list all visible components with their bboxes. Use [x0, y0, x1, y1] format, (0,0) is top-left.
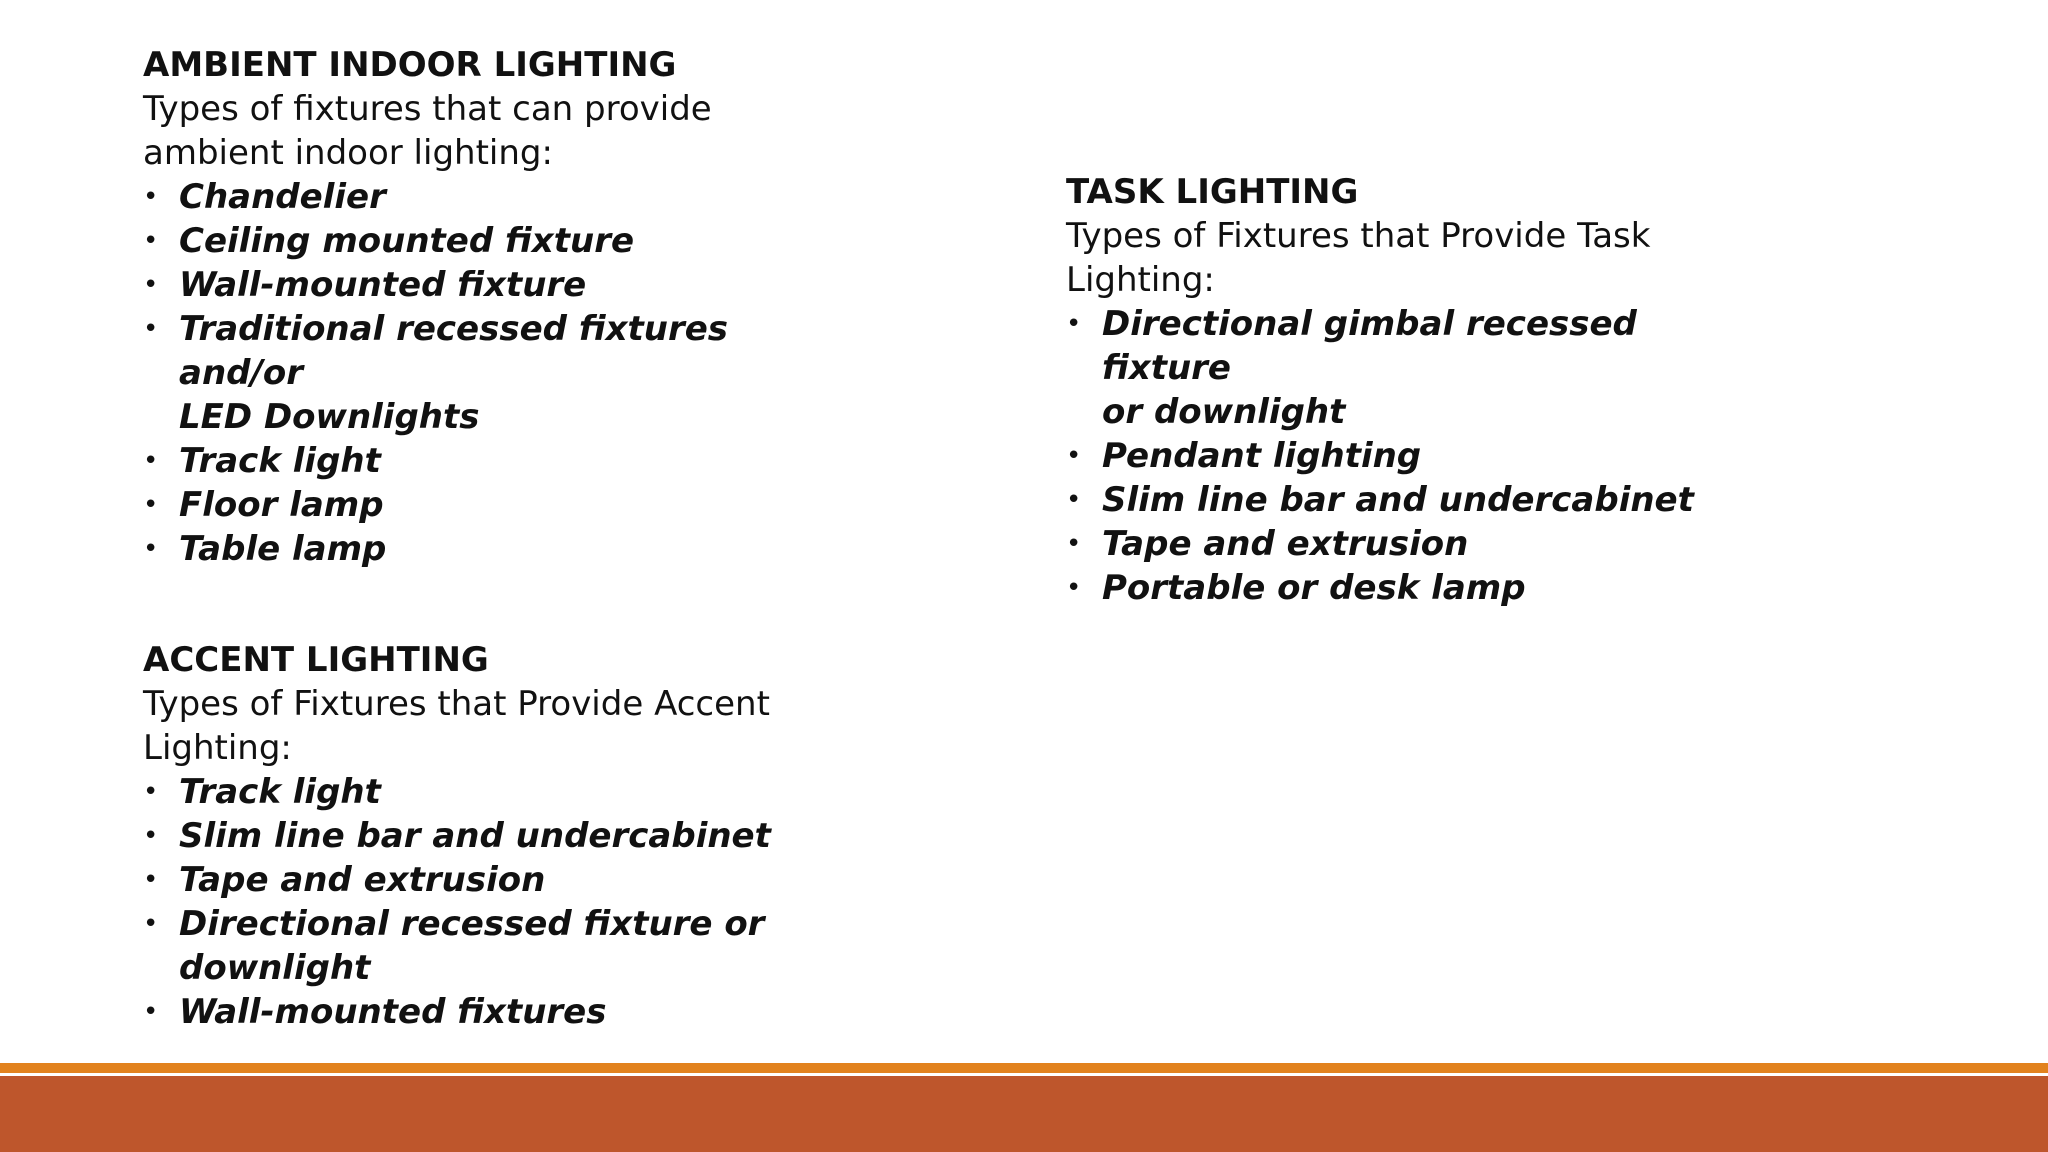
- bullet-icon: •: [143, 997, 159, 1027]
- list-item-label: Wall-mounted fixtures: [179, 992, 607, 1032]
- list-item-label: Slim line bar and undercabinet: [1102, 480, 1694, 520]
- ambient-lighting-section: [143, 43, 863, 571]
- accent-fixture-list: [143, 770, 863, 1034]
- task-lighting-section: [1066, 170, 1766, 610]
- bullet-icon: •: [1066, 441, 1082, 471]
- ambient-fixture-list: [143, 175, 863, 571]
- list-item: [143, 527, 863, 571]
- task-heading: TASK LIGHTING: [1066, 172, 1359, 212]
- list-item-label: Tape and extrusion: [179, 860, 546, 900]
- list-item-continuation: LED Downlights: [179, 397, 480, 437]
- bullet-icon: •: [143, 777, 159, 807]
- list-item: [143, 990, 863, 1034]
- list-item-label: Portable or desk lamp: [1102, 568, 1526, 608]
- bullet-icon: •: [1066, 309, 1082, 339]
- list-item: [143, 439, 863, 483]
- list-item: [143, 858, 863, 902]
- list-item-continuation: downlight: [179, 948, 371, 988]
- ambient-heading: AMBIENT INDOOR LIGHTING: [143, 45, 677, 85]
- bullet-icon: •: [143, 490, 159, 520]
- bullet-icon: •: [143, 821, 159, 851]
- list-item-label: Wall-mounted fixture: [179, 265, 587, 305]
- accent-lighting-section: [143, 638, 863, 1034]
- list-item-label: Pendant lighting: [1102, 436, 1422, 476]
- bullet-icon: •: [143, 314, 159, 344]
- list-item-label: Track light: [179, 772, 381, 812]
- list-item-label: Track light: [179, 441, 381, 481]
- list-item-label: Traditional recessed fixtures and/or: [179, 309, 729, 393]
- accent-heading: ACCENT LIGHTING: [143, 640, 489, 680]
- task-intro-line-2: Lighting:: [1066, 260, 1215, 300]
- list-item: [1066, 478, 1766, 522]
- list-item: [143, 219, 863, 263]
- list-item: [143, 770, 863, 814]
- list-item-continuation: or downlight: [1102, 392, 1346, 432]
- accent-intro-line-2: Lighting:: [143, 728, 292, 768]
- bullet-icon: •: [143, 534, 159, 564]
- list-item: [1066, 522, 1766, 566]
- list-item: [1066, 434, 1766, 478]
- list-item-label: Directional gimbal recessed fixture: [1102, 304, 1637, 388]
- list-item: [143, 307, 863, 439]
- list-item: [1066, 302, 1766, 434]
- list-item: [143, 814, 863, 858]
- list-item: [143, 263, 863, 307]
- bullet-icon: •: [143, 909, 159, 939]
- list-item-label: Floor lamp: [179, 485, 384, 525]
- footer-bar: [0, 1076, 2048, 1152]
- list-item-label: Tape and extrusion: [1102, 524, 1469, 564]
- bullet-icon: •: [1066, 529, 1082, 559]
- bullet-icon: •: [143, 865, 159, 895]
- task-intro-line-1: Types of Fixtures that Provide Task: [1066, 216, 1651, 256]
- bullet-icon: •: [1066, 573, 1082, 603]
- list-item-label: Table lamp: [179, 529, 387, 569]
- list-item: [1066, 566, 1766, 610]
- list-item-label: Slim line bar and undercabinet: [179, 816, 771, 856]
- bullet-icon: •: [143, 446, 159, 476]
- list-item-label: Directional recessed fixture or: [179, 904, 765, 944]
- list-item-label: Chandelier: [179, 177, 386, 217]
- bullet-icon: •: [143, 270, 159, 300]
- ambient-intro-line-1: Types of fixtures that can provide: [143, 89, 712, 129]
- ambient-intro-line-2: ambient indoor lighting:: [143, 133, 553, 173]
- task-fixture-list: [1066, 302, 1766, 610]
- accent-intro-line-1: Types of Fixtures that Provide Accent: [143, 684, 770, 724]
- list-item-label: Ceiling mounted fixture: [179, 221, 635, 261]
- list-item: [143, 902, 863, 990]
- footer-accent-bar: [0, 1063, 2048, 1073]
- bullet-icon: •: [143, 226, 159, 256]
- list-item: [143, 483, 863, 527]
- bullet-icon: •: [143, 182, 159, 212]
- list-item: [143, 175, 863, 219]
- bullet-icon: •: [1066, 485, 1082, 515]
